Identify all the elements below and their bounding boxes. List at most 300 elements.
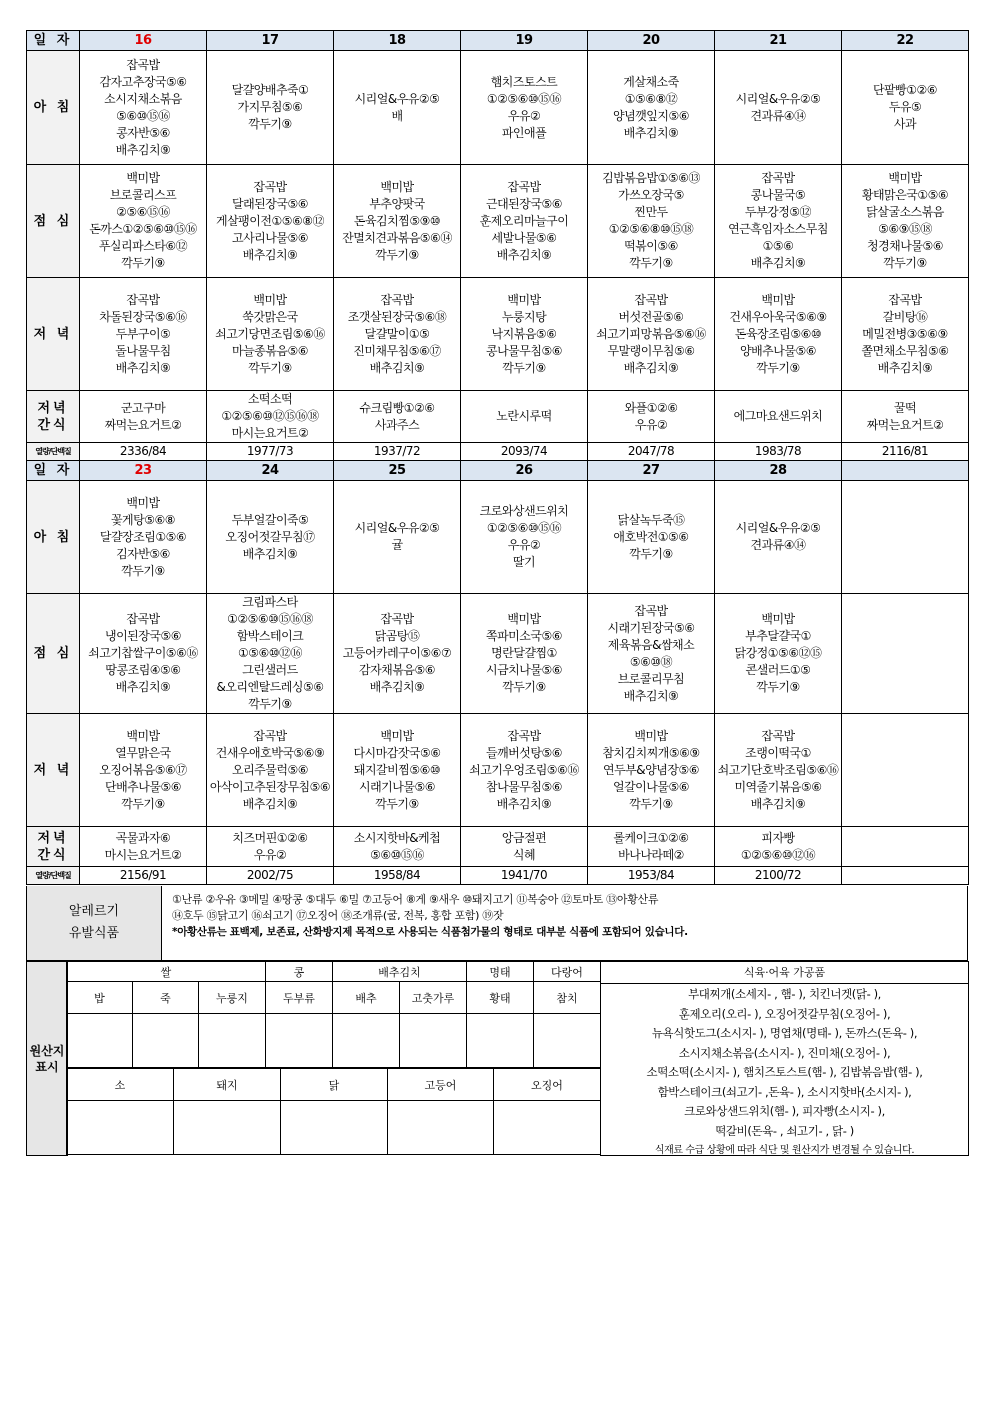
date-week1-6: 22 xyxy=(842,31,969,51)
dinner-cell-line: 시래기나물⑤⑥ xyxy=(359,779,435,794)
snack-cell xyxy=(461,391,588,443)
snack-cell-line: 짜먹는요거트② xyxy=(104,417,182,432)
origin-title-line1: 원산지 xyxy=(29,1043,65,1058)
breakfast-cell xyxy=(80,51,207,165)
lunch-cell-line: 깍두기⑨ xyxy=(248,697,292,711)
lunch-cell-line: 시래기된장국⑤⑥ xyxy=(607,620,695,635)
origin-item-value xyxy=(67,1014,133,1068)
kcal-cell: 2116/81 xyxy=(842,443,969,461)
breakfast-cell-line: 딸기 xyxy=(512,555,536,569)
origin-item-value xyxy=(400,1014,467,1068)
kcal-cell: 2002/75 xyxy=(207,867,334,885)
date-week2-2: 25 xyxy=(334,461,461,481)
breakfast-cell-line: 오징어젓갈무침⑰ xyxy=(225,529,315,544)
kcal-cell: 1977/73 xyxy=(207,443,334,461)
meal-plan-sheet xyxy=(26,30,968,1156)
breakfast-cell-line: 닭살녹두죽⑮ xyxy=(617,512,685,527)
kcal-cell: 1937/72 xyxy=(334,443,461,461)
dinner-cell-line: 잡곡밥 xyxy=(888,292,922,307)
kcal-cell: 1983/78 xyxy=(715,443,842,461)
origin-labeling xyxy=(26,961,968,1155)
lunch-cell xyxy=(461,594,588,714)
dinner-cell-line: 배추김치⑨ xyxy=(115,360,171,375)
origin-meat: 닭 xyxy=(281,1069,388,1101)
breakfast-cell xyxy=(588,481,715,594)
dinner-cell-line: 달걀말이①⑤ xyxy=(364,326,430,341)
lunch-label xyxy=(27,594,80,714)
lunch-cell xyxy=(334,165,461,278)
breakfast-cell-line: 우유② xyxy=(507,108,541,123)
dinner-cell-line: 들깨버섯탕⑤⑥ xyxy=(486,745,562,760)
dinner-cell-line: 두부구이⑤ xyxy=(115,326,171,341)
lunch-cell-line: 쪽파미소국⑤⑥ xyxy=(486,629,562,643)
snack-cell xyxy=(461,827,588,867)
origin-item: 황태 xyxy=(467,982,534,1014)
allergy-info xyxy=(26,886,968,961)
breakfast-cell-line: 배 xyxy=(391,108,403,123)
snack-label-text: 간식 xyxy=(37,417,69,433)
date-week2-1: 24 xyxy=(207,461,334,481)
snack-cell-line: 군고구마 xyxy=(120,400,166,415)
origin-meat-value xyxy=(67,1101,174,1155)
date-label-text: 일 자 xyxy=(33,463,73,478)
breakfast-label-text: 아 침 xyxy=(33,529,73,545)
snack-cell-line: ①②⑤⑥⑩⑫⑮⑯⑱ xyxy=(221,409,319,423)
processed-line: 크로와상샌드위치(햄- ), 피자빵(소시지- ), xyxy=(684,1104,885,1118)
dinner-cell-line: 연두부&양념장⑤⑥ xyxy=(603,762,699,777)
dinner-cell-line: 쇠고기단호박조림⑤⑥⑯ xyxy=(717,762,839,777)
lunch-cell-line: 황태맑은국①⑤⑥ xyxy=(861,188,949,202)
lunch-cell-line: 고사리나물⑤⑥ xyxy=(232,230,308,245)
breakfast-cell-line: 시리얼&우유②⑤ xyxy=(354,521,440,535)
kcal-cell: 2047/78 xyxy=(588,443,715,461)
snack-cell-line: 식혜 xyxy=(512,847,536,862)
breakfast-cell-line: 게살채소죽 xyxy=(623,74,679,89)
lunch-cell-line: 배추김치⑨ xyxy=(750,256,806,270)
dinner-cell-line: 차돌된장국⑤⑥⑯ xyxy=(99,309,187,324)
lunch-cell-line: 콘샐러드①⑤ xyxy=(745,663,811,677)
snack-cell xyxy=(207,391,334,443)
date-week1-2: 18 xyxy=(334,31,461,51)
breakfast-cell-line: ①⑤⑥⑧⑫ xyxy=(624,91,678,106)
breakfast-cell xyxy=(334,481,461,594)
origin-meat-value xyxy=(388,1101,494,1155)
lunch-cell-line: 부추달걀국① xyxy=(745,629,811,643)
date-week2-6 xyxy=(842,461,969,481)
origin-group-bean: 콩 xyxy=(266,962,333,982)
lunch-cell-line: 깍두기⑨ xyxy=(375,247,419,262)
lunch-cell xyxy=(715,594,842,714)
breakfast-cell-line: ⑤⑥⑩⑮⑯ xyxy=(116,108,170,123)
snack-cell-line: 롤케이크①②⑥ xyxy=(613,830,689,845)
lunch-cell-line: ②⑤⑥⑮⑯ xyxy=(116,205,170,219)
dinner-cell-line: 다시마감잣국⑤⑥ xyxy=(353,745,441,760)
snack-cell xyxy=(715,827,842,867)
dinner-cell-line: 배추김치⑨ xyxy=(623,360,679,375)
breakfast-cell-line: 두부얼갈이죽⑤ xyxy=(231,512,309,527)
processed-list xyxy=(601,984,968,1161)
origin-title-line2: 표시 xyxy=(35,1059,59,1074)
breakfast-cell xyxy=(461,481,588,594)
processed-line: 소떡소떡(소시지- ), 햄치즈토스트(햄- ), 김밥볶음밥(햄- ), xyxy=(646,1065,923,1079)
lunch-cell-line: 콩나물국⑤ xyxy=(750,188,806,202)
dinner-cell-line: 백미밥 xyxy=(126,728,160,743)
snack-cell xyxy=(842,827,969,867)
breakfast-cell-line: 김자반⑤⑥ xyxy=(116,546,170,561)
date-week1-1: 17 xyxy=(207,31,334,51)
dinner-cell xyxy=(207,714,334,827)
dinner-cell-line: 쫄면채소무침⑤⑥ xyxy=(861,343,949,358)
dinner-cell-line: 돌나물무침 xyxy=(115,343,171,358)
date-week1-3: 19 xyxy=(461,31,588,51)
dinner-cell-line: 백미밥 xyxy=(634,728,668,743)
breakfast-label xyxy=(27,51,80,165)
dinner-cell xyxy=(80,714,207,827)
date-label xyxy=(27,461,80,481)
lunch-cell-line: 달래된장국⑤⑥ xyxy=(232,196,308,211)
breakfast-cell-line: 배추김치⑨ xyxy=(242,546,298,561)
lunch-cell xyxy=(588,594,715,714)
lunch-cell-line: 깍두기⑨ xyxy=(883,256,927,270)
snack-cell-line: 슈크림빵①②⑥ xyxy=(359,400,435,415)
lunch-cell-line: 함박스테이크 xyxy=(236,629,304,643)
lunch-cell xyxy=(80,594,207,714)
lunch-cell-line: 찐만두 xyxy=(634,205,668,219)
processed-line: 함박스테이크(쇠고기- ,돈육- ), 소시지핫바(소시지- ), xyxy=(657,1084,912,1099)
breakfast-cell-line: 단팥빵①②⑥ xyxy=(872,83,938,97)
dinner-cell-line: 배추김치⑨ xyxy=(877,360,933,375)
snack-cell xyxy=(842,391,969,443)
dinner-cell-line: 조랭이떡국① xyxy=(745,745,811,760)
lunch-label-text: 점 심 xyxy=(33,646,73,661)
lunch-cell-line: 배추김치⑨ xyxy=(369,680,425,694)
breakfast-cell-line: 배추김치⑨ xyxy=(115,142,171,157)
lunch-cell-line: 부추양팟국 xyxy=(369,196,425,211)
dinner-cell-line: 무말랭이무침⑤⑥ xyxy=(607,343,695,358)
lunch-label xyxy=(27,165,80,278)
dinner-cell-line: 잡곡밥 xyxy=(507,728,541,743)
lunch-cell-line: 닭살굴소스볶음 xyxy=(866,205,944,219)
dinner-cell-line: 배추김치⑨ xyxy=(242,796,298,811)
dinner-cell-line: 깍두기⑨ xyxy=(502,360,546,375)
breakfast-cell-line: 크로와상샌드위치 xyxy=(479,504,569,518)
kcal-cell: 1958/84 xyxy=(334,867,461,885)
origin-item-value xyxy=(467,1014,534,1068)
lunch-cell-line: 닭곰탕⑮ xyxy=(374,629,420,643)
snack-cell-line: 곡물과자⑥ xyxy=(115,830,171,845)
lunch-cell-line: 잔멸치견과볶음⑤⑥⑭ xyxy=(342,230,452,245)
dinner-cell-line: 참치김치찌개⑤⑥⑨ xyxy=(602,745,700,760)
breakfast-cell-line: 깍두기⑨ xyxy=(121,563,165,578)
dinner-cell-line: 깍두기⑨ xyxy=(375,796,419,811)
snack-label xyxy=(27,391,80,443)
dinner-cell xyxy=(334,278,461,391)
dinner-cell xyxy=(588,278,715,391)
lunch-cell-line: 배추김치⑨ xyxy=(623,688,679,703)
origin-meat-value xyxy=(174,1101,281,1155)
lunch-cell-line: 시금치나물⑤⑥ xyxy=(486,663,562,677)
kcal-cell: 1953/84 xyxy=(588,867,715,885)
date-week1-0: 16 xyxy=(80,31,207,51)
dinner-cell-line: 양배추나물⑤⑥ xyxy=(740,343,816,358)
dinner-label-text: 저 녁 xyxy=(33,762,73,778)
breakfast-cell xyxy=(715,51,842,165)
breakfast-cell-line: 달걀장조림①⑤⑥ xyxy=(99,529,187,544)
date-label xyxy=(27,31,80,51)
dinner-cell xyxy=(588,714,715,827)
date-week1-4: 20 xyxy=(588,31,715,51)
kcal-cell: 2336/84 xyxy=(80,443,207,461)
snack-label-text: 저녁 xyxy=(37,830,69,846)
breakfast-cell-line: 꽃게탕⑤⑥⑧ xyxy=(110,512,176,527)
breakfast-cell-line: 시리얼&우유②⑤ xyxy=(735,91,821,106)
lunch-cell-line: 김밥볶음밥①⑤⑥⑬ xyxy=(602,171,700,185)
lunch-cell-line: 돈까스①②⑤⑥⑩⑮⑯ xyxy=(89,222,197,236)
breakfast-cell-line: 깍두기⑨ xyxy=(248,117,292,131)
breakfast-cell-line: 소시지채소볶음 xyxy=(104,91,182,106)
breakfast-cell-line: 가지무침⑤⑥ xyxy=(237,100,303,114)
dinner-cell xyxy=(842,278,969,391)
breakfast-cell-line: 견과류④⑭ xyxy=(750,538,806,552)
breakfast-cell-line: 시리얼&우유②⑤ xyxy=(354,91,440,106)
processed-title: 식육·어육 가공품 xyxy=(601,962,968,984)
lunch-cell-line: 깍두기⑨ xyxy=(121,256,165,270)
breakfast-cell xyxy=(207,51,334,165)
date-week2-5: 28 xyxy=(715,461,842,481)
breakfast-cell-line: 달걀양배추죽① xyxy=(231,83,309,97)
snack-cell-line: 소떡소떡 xyxy=(247,392,293,406)
lunch-cell-line: 땅콩조림④⑤⑥ xyxy=(105,663,181,677)
dinner-cell-line: 오리주물럭⑤⑥ xyxy=(232,762,308,777)
dinner-cell-line: 마늘종볶음⑤⑥ xyxy=(232,343,308,358)
origin-item-value xyxy=(133,1014,199,1068)
origin-item: 배추 xyxy=(333,982,400,1014)
dinner-cell xyxy=(461,714,588,827)
dinner-cell-line: 돈육장조림⑤⑥⑩ xyxy=(734,326,822,341)
processed-line: 부대찌개(소세지- , 햄- ), 치킨너겟(닭- ), xyxy=(688,987,881,1001)
dinner-cell-line: 돼지갈비찜⑤⑥⑩ xyxy=(353,762,441,777)
lunch-cell-line: 백미밥 xyxy=(888,171,922,185)
dinner-cell-line: 아삭이고추된장무침⑤⑥ xyxy=(209,779,331,794)
dinner-cell-line: 깍두기⑨ xyxy=(756,360,800,375)
snack-cell xyxy=(334,827,461,867)
snack-cell xyxy=(334,391,461,443)
dinner-cell-line: 미역줄기볶음⑤⑥ xyxy=(734,779,822,794)
snack-cell-line: 소시지핫바&케첩 xyxy=(353,830,441,845)
origin-group-kimchi: 배추김치 xyxy=(333,962,467,982)
allergy-line-1: ①난류 ②우유 ③메밀 ④땅콩 ⑤대두 ⑥밀 ⑦고등어 ⑧게 ⑨새우 ⑩돼지고기 ⑪복숭아 ⑫토마토 ⑬아황산류 xyxy=(172,893,659,906)
dinner-cell-line: 콩나물무침⑤⑥ xyxy=(486,343,562,358)
lunch-cell-line: 명란달걀찜① xyxy=(491,646,557,660)
origin-item: 참치 xyxy=(534,982,601,1014)
snack-cell-line: 노란시루떡 xyxy=(496,409,552,423)
breakfast-cell-line: 배추김치⑨ xyxy=(623,125,679,140)
snack-cell-line: 우유② xyxy=(634,417,668,432)
lunch-cell-line: 가쓰오장국⑤ xyxy=(618,188,684,202)
dinner-label xyxy=(27,714,80,827)
lunch-cell-line: 냉이된장국⑤⑥ xyxy=(105,629,181,643)
kcal-cell xyxy=(842,867,969,885)
origin-meat-value xyxy=(494,1101,601,1155)
dinner-cell-line: 백미밥 xyxy=(761,292,795,307)
dinner-cell-line: 백미밥 xyxy=(507,292,541,307)
lunch-cell-line: 돈육김치찜⑤⑨⑩ xyxy=(353,213,441,228)
lunch-cell xyxy=(207,594,334,714)
origin-meat: 소 xyxy=(67,1069,174,1101)
dinner-cell-line: 단배추나물⑤⑥ xyxy=(105,779,181,794)
lunch-cell-line: 게살팽이전①⑤⑥⑧⑫ xyxy=(216,213,324,228)
date-week2-3: 26 xyxy=(461,461,588,481)
origin-grid-bottom xyxy=(66,1068,601,1155)
breakfast-cell-line: 백미밥 xyxy=(126,495,160,510)
origin-item: 고춧가루 xyxy=(400,982,467,1014)
processed-line: 뉴욕식핫도그(소시지- ), 명엽채(명태- ), 돈까스(돈육- ), xyxy=(651,1026,918,1040)
lunch-cell-line: 훈제오리마늘구이 xyxy=(479,213,569,228)
processed-line: 소시지채소볶음(소시지- ), 진미채(오징어- ), xyxy=(678,1045,891,1060)
dinner-cell-line: 깍두기⑨ xyxy=(248,360,292,375)
breakfast-cell-line: 콩자반⑤⑥ xyxy=(116,125,170,140)
lunch-cell-line: 잡곡밥 xyxy=(253,179,287,194)
snack-cell xyxy=(715,391,842,443)
lunch-cell-line: 백미밥 xyxy=(507,612,541,626)
origin-item-value xyxy=(333,1014,400,1068)
breakfast-cell-line: 시리얼&우유②⑤ xyxy=(735,521,821,535)
dinner-cell-line: 진미채무침⑤⑥⑰ xyxy=(353,343,441,358)
snack-cell-line: 앙금절편 xyxy=(501,830,547,845)
breakfast-label xyxy=(27,481,80,594)
dinner-cell-line: 누룽지탕 xyxy=(501,309,547,324)
dinner-label xyxy=(27,278,80,391)
lunch-cell xyxy=(334,594,461,714)
dinner-cell-line: 건새우애호박국⑤⑥⑨ xyxy=(215,745,325,760)
snack-cell-line: 치즈머핀①②⑥ xyxy=(232,830,308,845)
lunch-cell-line: ①⑤⑥ xyxy=(762,239,794,253)
snack-cell-line: 사과주스 xyxy=(374,417,420,432)
date-label-text: 일 자 xyxy=(33,33,73,48)
allergy-note: *아황산류는 표백제, 보존료, 산화방지제 목적으로 사용되는 식품첨가물의 형태로 대부분 식품에 포함되어 있습니다. xyxy=(172,926,688,938)
kcal-cell: 2156/91 xyxy=(80,867,207,885)
lunch-cell-line: 깍두기⑨ xyxy=(629,256,673,270)
lunch-cell-line: 감자채볶음⑤⑥ xyxy=(359,663,435,677)
dinner-cell-line: 건새우아욱국⑤⑥⑨ xyxy=(729,309,827,324)
snack-cell-line: 짜먹는요거트② xyxy=(866,417,944,432)
lunch-cell xyxy=(842,165,969,278)
lunch-cell xyxy=(715,165,842,278)
processed-line: 훈제오리(오리- ), 오징어젓갈무침(오징어- ), xyxy=(678,1006,891,1021)
dinner-cell-line: 배추김치⑨ xyxy=(496,796,552,811)
origin-item-value xyxy=(534,1014,601,1068)
breakfast-cell xyxy=(334,51,461,165)
dinner-cell-line: 버섯전골⑤⑥ xyxy=(618,309,684,324)
breakfast-label-text: 아 침 xyxy=(33,100,73,115)
processed-meat-box xyxy=(600,961,969,1156)
origin-item-value xyxy=(199,1014,266,1068)
lunch-cell-line: 잡곡밥 xyxy=(126,612,160,626)
origin-item: 두부류 xyxy=(266,982,333,1014)
meal-plan-table xyxy=(26,30,969,885)
dinner-cell-line: 잡곡밥 xyxy=(380,292,414,307)
snack-cell xyxy=(80,827,207,867)
processed-line: 떡갈비(돈육- , 쇠고기- , 닭- ) xyxy=(715,1123,854,1138)
lunch-cell-line: 연근흑임자소스무침 xyxy=(728,222,828,236)
origin-footnote: 식재료 수급 상황에 따라 식단 및 원산지가 변경될 수 있습니다. xyxy=(654,1145,915,1156)
origin-item: 밥 xyxy=(67,982,133,1014)
lunch-cell xyxy=(80,165,207,278)
lunch-cell xyxy=(842,594,969,714)
breakfast-cell-line: 귤 xyxy=(391,538,403,552)
dinner-cell-line: 깍두기⑨ xyxy=(121,796,165,811)
date-week1-5: 21 xyxy=(715,31,842,51)
lunch-cell-line: 근대된장국⑤⑥ xyxy=(486,196,562,211)
breakfast-cell-line: 파인애플 xyxy=(501,125,547,140)
breakfast-cell-line: 잡곡밥 xyxy=(126,57,160,72)
origin-meat: 오징어 xyxy=(494,1069,601,1101)
dinner-cell xyxy=(207,278,334,391)
lunch-cell-line: 잡곡밥 xyxy=(507,179,541,194)
origin-group-rice: 쌀 xyxy=(67,962,266,982)
origin-grid-top xyxy=(66,961,601,1068)
lunch-cell-line: ①⑤⑥⑩⑫⑯ xyxy=(237,646,303,660)
origin-item: 누룽지 xyxy=(199,982,266,1014)
breakfast-cell-line: 깍두기⑨ xyxy=(629,546,673,561)
lunch-cell-line: 쇠고기찹쌀구이⑤⑥⑯ xyxy=(88,646,198,660)
snack-cell-line: ①②⑤⑥⑩⑫⑯ xyxy=(740,847,816,862)
origin-item-value xyxy=(266,1014,333,1068)
lunch-cell-line: 잡곡밥 xyxy=(634,603,668,618)
dinner-cell xyxy=(842,714,969,827)
breakfast-cell-line: ①②⑤⑥⑩⑮⑯ xyxy=(486,521,562,535)
lunch-cell-line: 배추김치⑨ xyxy=(496,247,552,262)
dinner-cell-line: 오징어볶음⑤⑥⑰ xyxy=(99,762,187,777)
snack-cell-line: 우유② xyxy=(253,847,287,862)
dinner-cell-line: 잡곡밥 xyxy=(761,728,795,743)
lunch-cell xyxy=(207,165,334,278)
snack-cell-line: 에그마요샌드위치 xyxy=(733,409,823,423)
origin-meat: 고등어 xyxy=(388,1069,494,1101)
lunch-cell-line: ⑤⑥⑩⑱ xyxy=(629,654,673,669)
lunch-cell-line: ①②⑤⑥⑩⑮⑯⑱ xyxy=(227,612,313,626)
lunch-cell-line: 잡곡밥 xyxy=(380,612,414,626)
lunch-cell-line: 크림파스타 xyxy=(242,595,298,609)
lunch-cell-line: 제육볶음&쌈채소 xyxy=(607,637,695,652)
dinner-cell-line: 쑥갓맑은국 xyxy=(242,309,298,324)
lunch-cell-line: 배추김치⑨ xyxy=(242,247,298,262)
lunch-cell-line: 백미밥 xyxy=(380,179,414,194)
origin-group-tuna: 다랑어 xyxy=(534,962,601,982)
snack-label-text: 저녁 xyxy=(37,400,69,416)
dinner-cell-line: 잡곡밥 xyxy=(634,292,668,307)
dinner-cell-line: 백미밥 xyxy=(253,292,287,307)
snack-cell-line: 피자빵 xyxy=(761,830,795,845)
breakfast-cell-line: 애호박전①⑤⑥ xyxy=(613,529,689,544)
snack-cell xyxy=(80,391,207,443)
kcal-label: 열량/단백질 xyxy=(27,867,80,885)
breakfast-cell-line: 견과류④⑭ xyxy=(750,108,806,123)
lunch-cell-line: &오리엔탈드레싱⑤⑥ xyxy=(216,680,324,694)
dinner-cell xyxy=(334,714,461,827)
lunch-cell-line: 배추김치⑨ xyxy=(115,680,171,694)
dinner-cell-line: 잡곡밥 xyxy=(126,292,160,307)
lunch-cell-line: ①②⑤⑥⑧⑩⑮⑱ xyxy=(608,222,694,236)
dinner-cell xyxy=(715,278,842,391)
lunch-cell xyxy=(461,165,588,278)
lunch-cell-line: ⑤⑥⑨⑮⑱ xyxy=(878,222,932,236)
breakfast-cell xyxy=(842,481,969,594)
origin-item: 죽 xyxy=(133,982,199,1014)
snack-label xyxy=(27,827,80,867)
dinner-cell-line: 메밀전병③⑤⑥⑨ xyxy=(862,326,948,341)
snack-cell xyxy=(207,827,334,867)
